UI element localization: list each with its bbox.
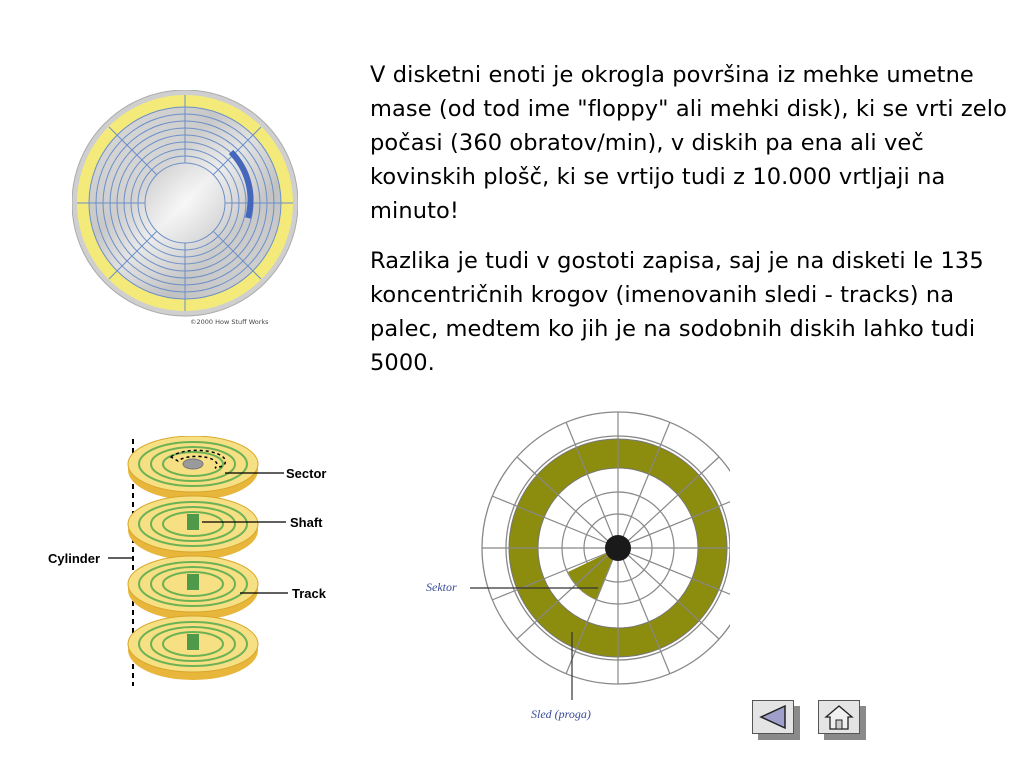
previous-slide-button[interactable] [752, 700, 794, 734]
label-sled: Sled (proga) [531, 707, 591, 721]
label-shaft: Shaft [290, 515, 323, 530]
label-cylinder: Cylinder [48, 551, 101, 566]
home-button[interactable] [818, 700, 860, 734]
disk-credit: ©2000 How Stuff Works [190, 318, 269, 326]
text-block [370, 58, 1010, 396]
disk-platter-figure [72, 90, 298, 330]
sector-track-diagram [420, 410, 730, 725]
label-track: Track [292, 586, 326, 601]
left-triangle-icon [753, 701, 793, 733]
home-icon [819, 701, 859, 733]
paragraph-density: Razlika je tudi v gostoti zapisa, saj je na disketi le 135 koncentričnih krogov (imenovanih sledi - tracks) na palec, medtem ko jih je na sodobnih diskih lahko tudi 5000. [370, 248, 984, 376]
paragraph-floppy-vs-disk: V disketni enoti je okrogla površina iz mehke umetne mase (od tod ime "floppy" ali mehki disk), ki se vrti zelo počasi (360 obratov/min), v diskih pa ena ali več kovinskih plošč, ki se vrtijo tudi z 10.000 vrtljaji na minuto! [370, 62, 1007, 224]
platter-stack-figure [40, 436, 340, 691]
label-sektor: Sektor [426, 580, 457, 594]
label-sector: Sector [286, 466, 327, 481]
